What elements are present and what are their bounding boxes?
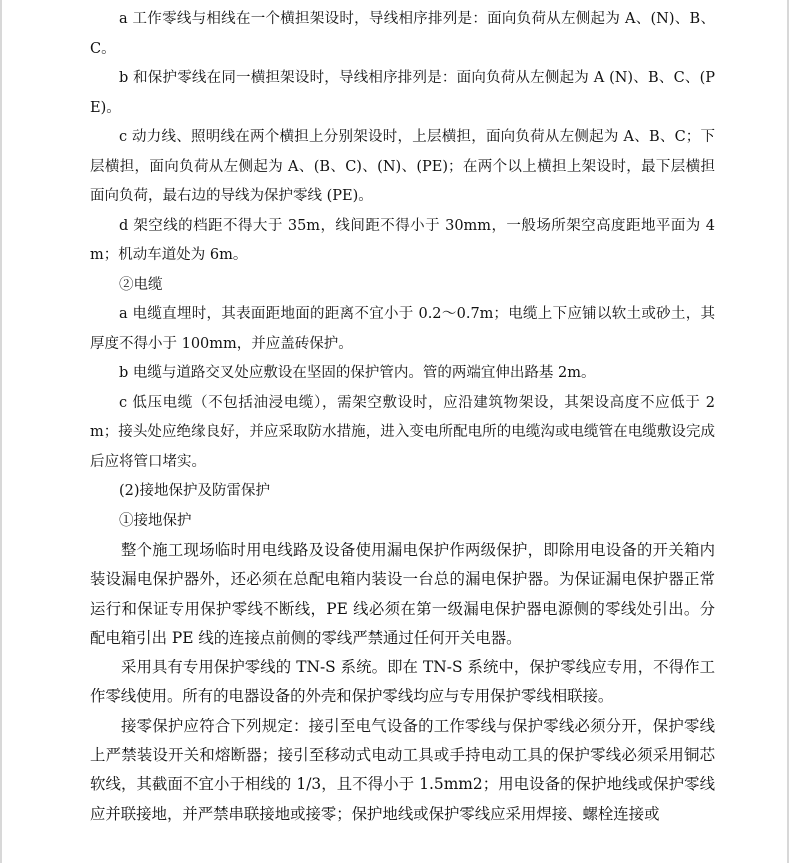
paragraph-c-low-voltage-cable: c 低压电缆（不包括油浸电缆），需架空敷设时，应沿建筑物架设，其架设高度不应低于 2m；接头处应绝缘良好，并应采取防水措施，进入变电所配电所的电缆沟或电缆管在电缆敷设完成后应将管口堵实。	[90, 394, 715, 470]
heading-cable: ②电缆	[119, 276, 163, 293]
paragraph-a-buried-cable: a 电缆直埋时，其表面距地面的距离不宜小于 0.2～0.7m；电缆上下应铺以软土或砂土，其厚度不得小于 100mm，并应盖砖保护。	[90, 306, 715, 352]
paragraph-b-road-crossing: b 电缆与道路交叉处应敷设在坚固的保护管内。管的两端宜伸出路基 2m。	[119, 365, 596, 381]
paragraph-neutral-protection-rules: 接零保护应符合下列规定：接引至电气设备的工作零线与保护零线必须分开，保护零线上严禁装设开关和熔断器；接引至移动式电动工具或手持电动工具的保护零线必须采用铜芯软线，其截面不宜小于相线的 1/3，且不得小于 1.5mm2；用电设备的保护地线或保护零线应并联接地，并严禁串联接地或接零；保护地线或保护零线应采用焊接、螺栓连接或	[90, 716, 715, 823]
heading-grounding-protection: ①接地保护	[119, 512, 192, 529]
heading-grounding-lightning: (2)接地保护及防雷保护	[119, 483, 271, 499]
page-edge-left	[0, 0, 2, 863]
paragraph-leakage-protection: 整个施工现场临时用电线路及设备使用漏电保护作两级保护，即除用电设备的开关箱内装设漏电保护器外，还必须在总配电箱内装设一台总的漏电保护器。为保证漏电保护器正常运行和保证专用保护零线不断线，PE 线必须在第一级漏电保护器电源侧的零线处引出。分配电箱引出 PE 线的连接点前侧的零线严禁通过任何开关电器。	[90, 541, 715, 647]
paragraph-d-span-spacing: d 架空线的档距不得大于 35m，线间距不得小于 30mm，一般场所架空高度距地平面为 4m；机动车道处为 6m。	[90, 217, 715, 263]
document-body	[90, 5, 715, 829]
paragraph-b-protective-neutral: b 和保护零线在同一横担架设时，导线相序排列是：面向负荷从左侧起为 A (N)、B、C、(PE)。	[90, 70, 715, 116]
paragraph-a-neutral-line: a 工作零线与相线在一个横担架设时，导线相序排列是：面向负荷从左侧起为 A、(N)、B、C。	[90, 11, 715, 57]
paragraph-tn-s-system: 采用具有专用保护零线的 TN-S 系统。即在 TN-S 系统中，保护零线应专用，不得作工作零线使用。所有的电器设备的外壳和保护零线均应与专用保护零线相联接。	[90, 658, 715, 706]
paragraph-c-power-lighting: c 动力线、照明线在两个横担上分别架设时，上层横担，面向负荷从左侧起为 A、B、C；下层横担，面向负荷从左侧起为 A、(B、C)、(N)、(PE)；在两个以上横担上架设时，最下层横担面向负荷，最右边的导线为保护零线 (PE)。	[90, 129, 715, 204]
